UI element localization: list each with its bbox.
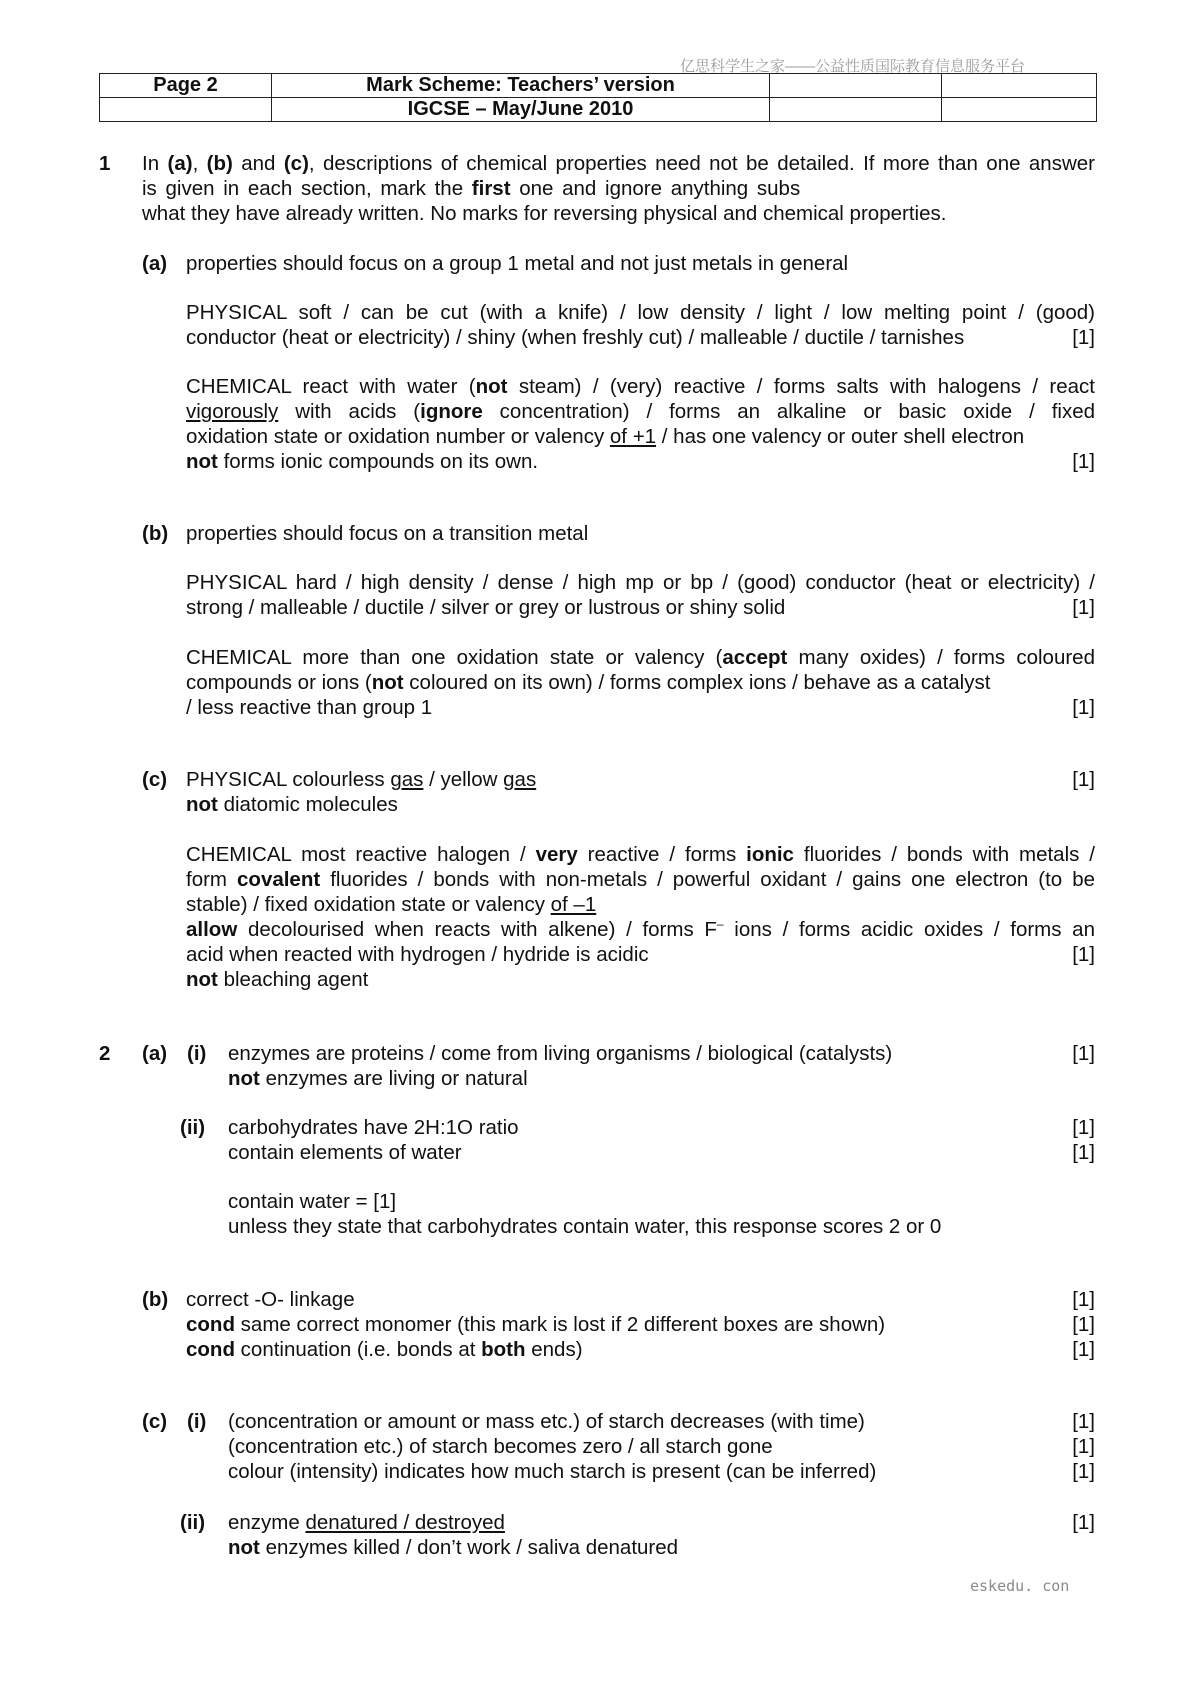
text-line: not enzymes are living or natural — [228, 1067, 528, 1090]
mark: [1] — [1072, 1435, 1095, 1458]
text-line: conductor (heat or electricity) / shiny (when freshly cut) / malleable / ductile / tarnishes [1] — [186, 326, 1095, 349]
mark: [1] — [1072, 768, 1095, 791]
text-line: unless they state that carbohydrates contain water, this response scores 2 or 0 — [228, 1215, 942, 1238]
text-line: / less reactive than group 1 [1] — [186, 696, 1095, 719]
text-line: stable) / fixed oxidation state or valency of –1 — [186, 893, 597, 916]
subpart-label: (i) — [187, 1410, 207, 1433]
text-line: contain water = [1] — [228, 1190, 397, 1213]
text-line: PHYSICAL soft / can be cut (with a knife) / low density / light / low melting point / (good) — [186, 301, 1095, 324]
mark: [1] — [1072, 1141, 1095, 1164]
text-line: acid when reacted with hydrogen / hydride is acidic [1] — [186, 943, 1095, 966]
text-line: strong / malleable / ductile / silver or grey or lustrous or shiny solid [1] — [186, 596, 1095, 619]
part-label: (a) — [142, 1042, 168, 1065]
mark: [1] — [1072, 1410, 1095, 1433]
text-line: CHEMICAL more than one oxidation state or valency (accept many oxides) / forms coloured — [186, 646, 1095, 669]
text-line: In (a), (b) and (c), descriptions of chemical properties need not be detailed. If more than one answer — [142, 152, 1095, 175]
header-empty-cell — [942, 98, 1097, 122]
mark: [1] — [1072, 696, 1095, 719]
mark: [1] — [1072, 1313, 1095, 1336]
part-label: (b) — [142, 522, 169, 545]
text-line: CHEMICAL most reactive halogen / very reactive / forms ionic fluorides / bonds with metals / — [186, 843, 1095, 866]
text-line: colour (intensity) indicates how much starch is present (can be inferred) [1] — [228, 1460, 1095, 1483]
question-number: 2 — [99, 1042, 111, 1065]
part-label: (b) — [142, 1288, 169, 1311]
mark: [1] — [1072, 1116, 1095, 1139]
mark: [1] — [1072, 326, 1095, 349]
part-label: (c) — [142, 768, 168, 791]
header-table — [99, 73, 1097, 122]
header-subtitle: IGCSE – May/June 2010 — [272, 98, 770, 122]
subpart-label: (ii) — [180, 1511, 206, 1534]
text-line: not enzymes killed / don’t work / saliva denatured — [228, 1536, 679, 1559]
text-line: allow decolourised when reacts with alkene) / forms F– ions / forms acidic oxides / forms an — [186, 917, 1095, 941]
text-line: not forms ionic compounds on its own. [1] — [186, 450, 1095, 473]
text-line: PHYSICAL hard / high density / dense / high mp or bp / (good) conductor (heat or electricity) / — [186, 571, 1095, 594]
text-line: (concentration etc.) of starch becomes zero / all starch gone [1] — [228, 1435, 1095, 1458]
text-line: cond same correct monomer (this mark is lost if 2 different boxes are shown) [1] — [186, 1313, 1095, 1336]
mark: [1] — [1072, 1288, 1095, 1311]
text-line: vigorously with acids (ignore concentration) / forms an alkaline or basic oxide / fixed — [186, 400, 1095, 423]
text-line: cond continuation (i.e. bonds at both ends) [1] — [186, 1338, 1095, 1361]
text-line: enzyme denatured / destroyed [1] — [228, 1511, 1095, 1534]
header-empty-cell — [770, 74, 942, 98]
mark: [1] — [1072, 1042, 1095, 1065]
header-title: Mark Scheme: Teachers’ version — [272, 74, 770, 98]
text-line: correct -O- linkage [1] — [186, 1288, 1095, 1311]
text-line: PHYSICAL colourless gas / yellow gas [1] — [186, 768, 1095, 791]
subpart-label: (i) — [187, 1042, 207, 1065]
text-line: compounds or ions (not coloured on its own) / forms complex ions / behave as a catalyst — [186, 671, 991, 694]
question-number: 1 — [99, 152, 111, 175]
part-label: (a) — [142, 252, 168, 275]
header-page: Page 2 — [100, 74, 272, 98]
header-empty-cell — [942, 74, 1097, 98]
mark: [1] — [1072, 596, 1095, 619]
text-line: what they have already written. No marks for reversing physical and chemical properties. — [142, 202, 947, 225]
text-line: enzymes are proteins / come from living organisms / biological (catalysts) [1] — [228, 1042, 1095, 1065]
mark: [1] — [1072, 1338, 1095, 1361]
text-line: oxidation state or oxidation number or valency of +1 / has one valency or outer shell electron — [186, 425, 1025, 448]
watermark-top: 亿思科学生之家——公益性质国际教育信息服务平台 — [680, 58, 1026, 75]
part-label: (c) — [142, 1410, 168, 1433]
mark: [1] — [1072, 1460, 1095, 1483]
text-line: properties should focus on a transition metal — [186, 522, 589, 545]
mark: [1] — [1072, 943, 1095, 966]
text-line: properties should focus on a group 1 metal and not just metals in general — [186, 252, 849, 275]
watermark-bottom: eskedu. con — [970, 1577, 1070, 1595]
header-empty-cell — [100, 98, 272, 122]
mark: [1] — [1072, 450, 1095, 473]
text-line: CHEMICAL react with water (not steam) / (very) reactive / forms salts with halogens / react — [186, 375, 1095, 398]
header-empty-cell — [770, 98, 942, 122]
text-line: not bleaching agent — [186, 968, 369, 991]
text-line: contain elements of water [1] — [228, 1141, 1095, 1164]
mark: [1] — [1072, 1511, 1095, 1534]
text-line: not diatomic molecules — [186, 793, 398, 816]
text-line: is given in each section, mark the first one and ignore anything subs — [142, 177, 801, 200]
text-line: carbohydrates have 2H:1O ratio [1] — [228, 1116, 1095, 1139]
subpart-label: (ii) — [180, 1116, 206, 1139]
text-line: form covalent fluorides / bonds with non-metals / powerful oxidant / gains one electron (to be — [186, 868, 1095, 891]
text-line: (concentration or amount or mass etc.) of starch decreases (with time) [1] — [228, 1410, 1095, 1433]
